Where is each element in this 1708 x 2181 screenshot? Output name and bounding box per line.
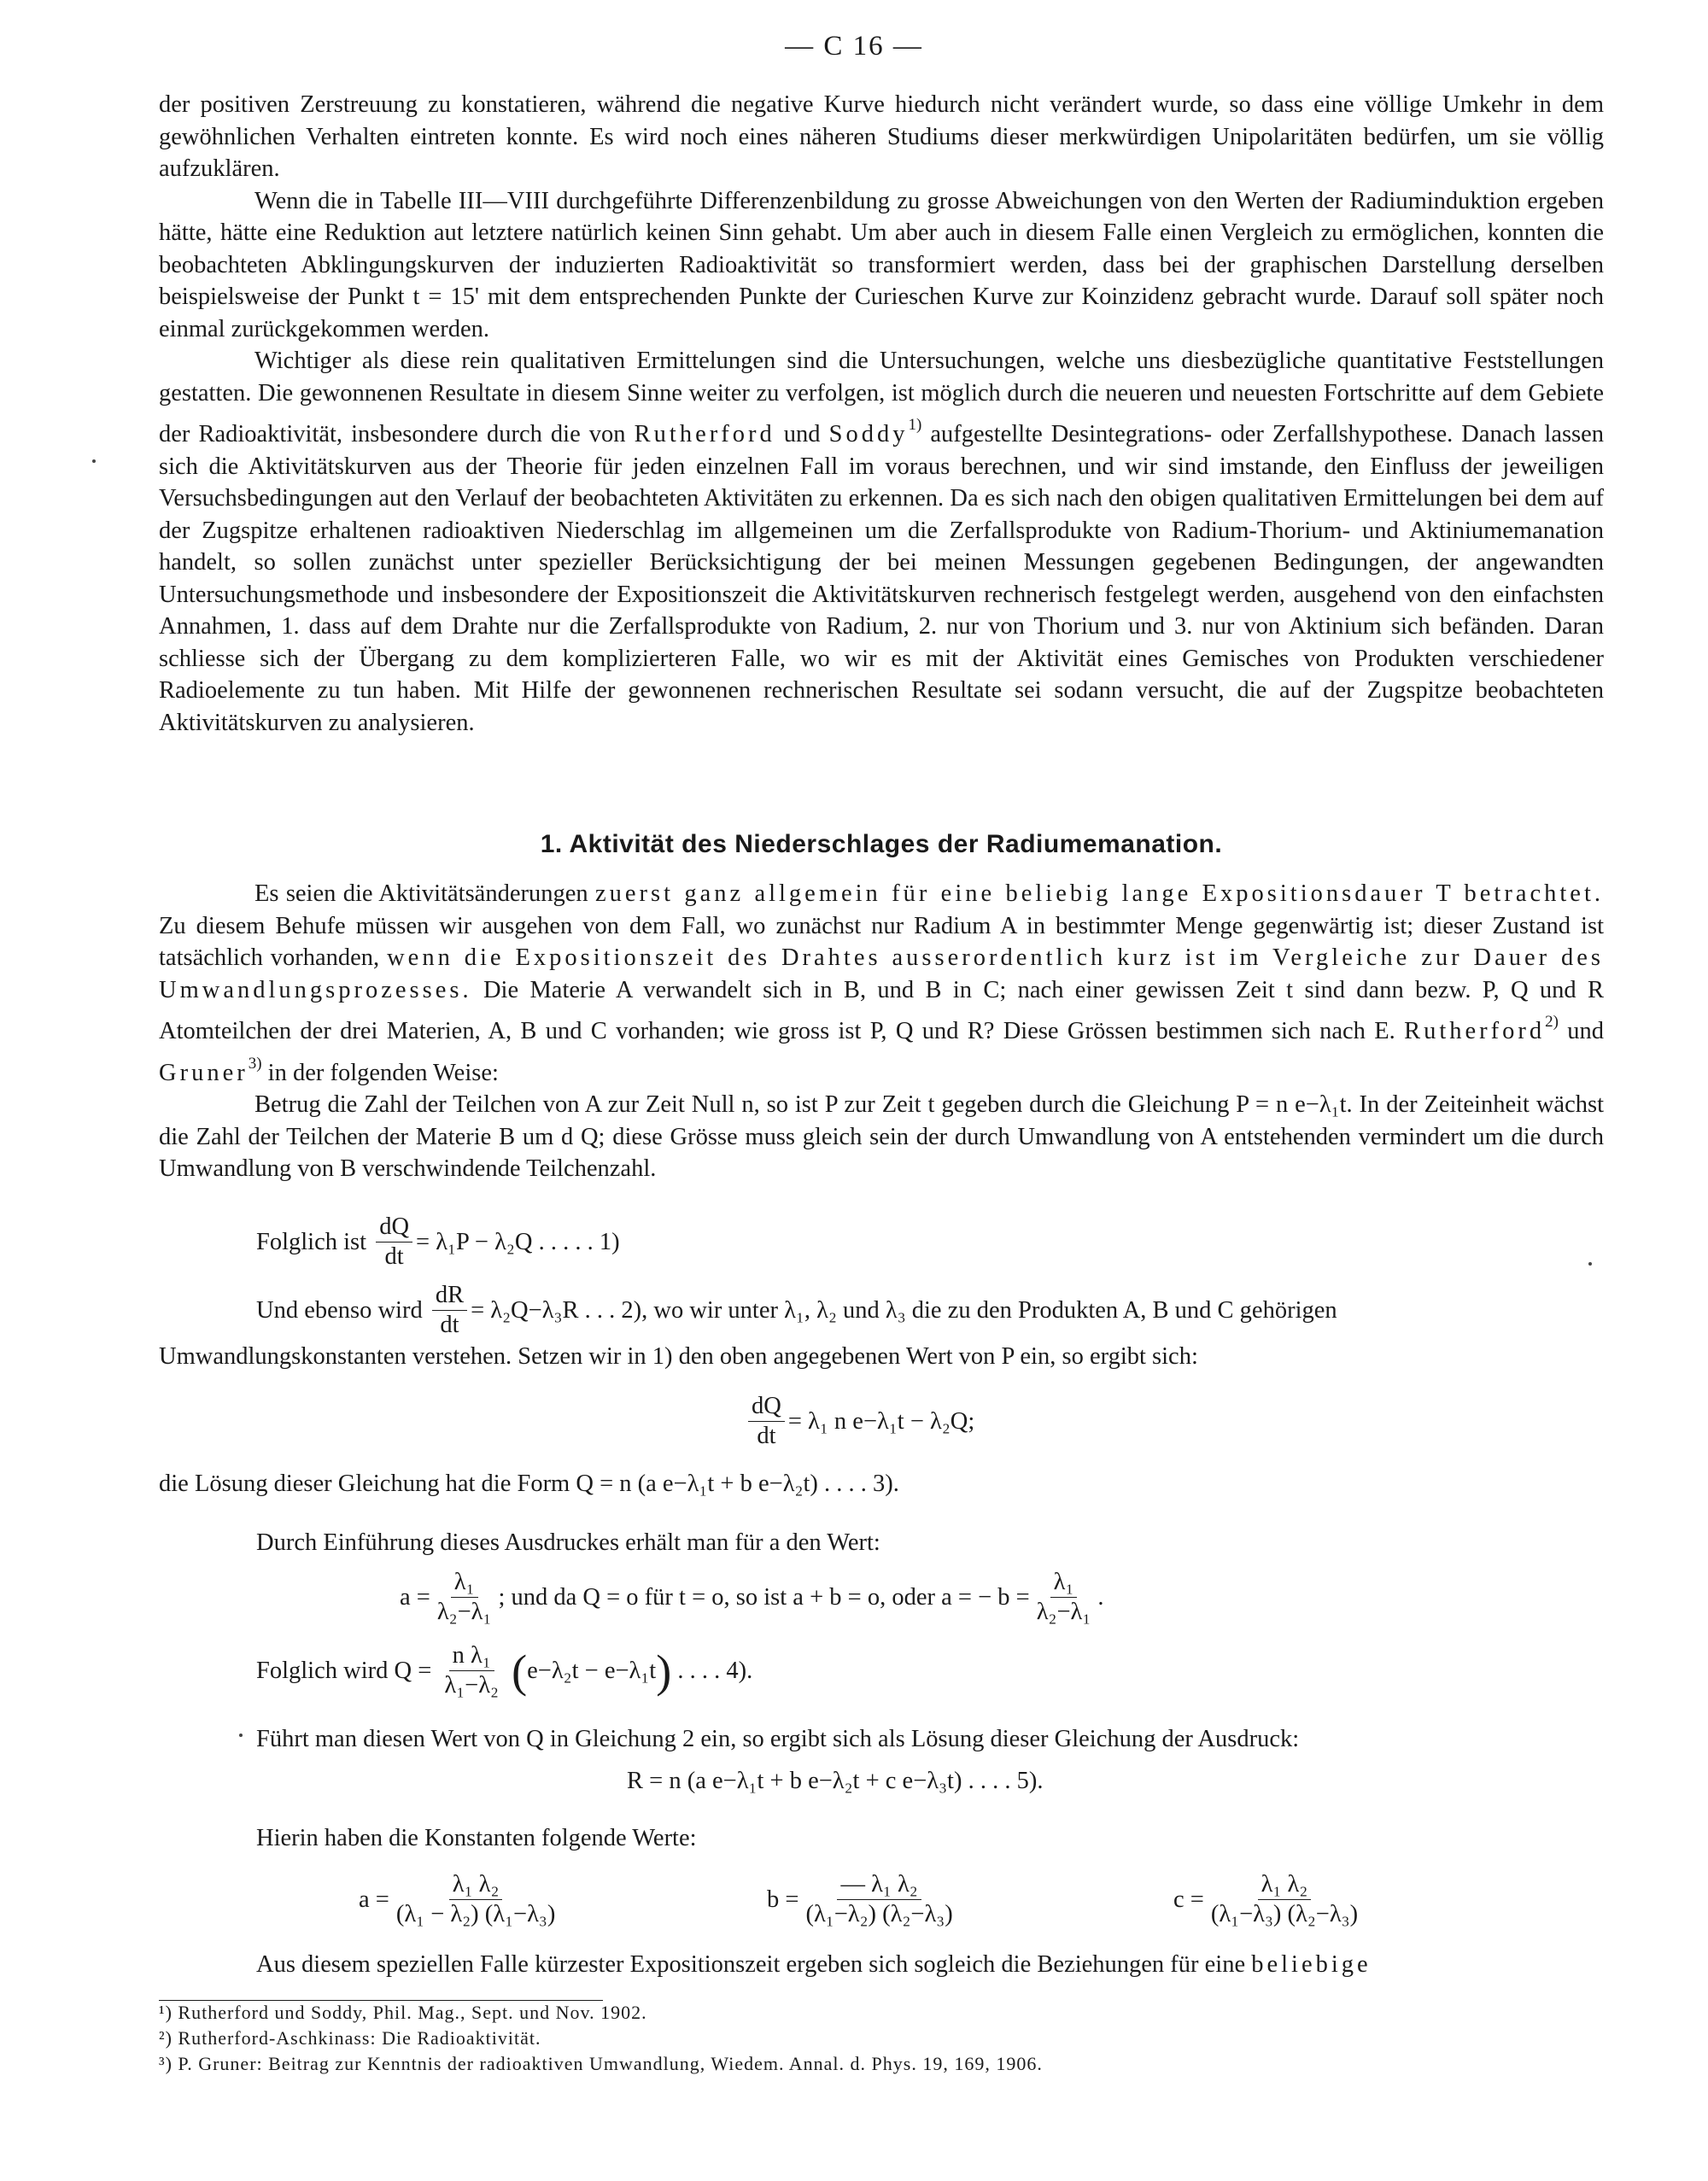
paragraph-3: Wichtiger als diese rein qualitativen Ermittelungen sind die Untersuchungen, welche uns diesbezügliche quantitative Feststellungen gestatten. Die gewonnenen Resultate in diesem Sinne weiter zu verfolgen, ist möglich durch die neueren und neuesten Fortschritte auf dem Gebiete der Radioaktivität, insbesondere durch die von Rutherford und Soddy$^{1)}$ aufgestellte Desintegrations- oder Zerfallshypothese. Danach lassen sich die Aktivitätskurven aus der Theorie für jeden einzelnen Fall im voraus berechnen, und wir sind imstande, den Einfluss der jeweiligen Versuchsbedingungen aut den Verlauf der beobachteten Aktivitäten zu erkennen. Da es sich nach den obigen qualitativen Ermittelungen bei dem auf der Zugspitze erhaltenen radioaktiven Niederschlag im allgemeinen um die Zerfallsprodukte von Radium-Thorium- und Aktiniumemanation handelt, so sollen zunächst unter spezieller Berücksichtigung der bei meinen Messungen gegebenen Bedingungen, der angewandten Untersuchungsmethode und insbesondere der Expositionszeit die Aktivitätskurven rechnerisch festgelegt werden, ausgehend von den einfachsten Annahmen, 1. dass auf dem Drahte nur die Zerfallsprodukte von Radium, 2. nur von Thorium und 3. nur von Aktinium sich befänden. Daran schliesse sich der Übergang zu dem komplizierteren Falle, wo wir es mit der Aktivität eines Gemisches von Produkten verschiedener Radioelemente zu tun haben. Mit Hilfe der gewonnenen rechnerischen Resultate sei sodann versucht, die auf der Zugspitze beobachteten Aktivitätskurven zu analysieren. — [159, 348, 1605, 736]
fraction: $\frac{\text{λ₁}}{\text{λ₂−λ₁}}$ — [436, 1569, 492, 1625]
footnote-divider — [159, 2000, 603, 2001]
author-rutherford: Rutherford — [634, 421, 775, 447]
equation-label: 1) — [599, 1228, 620, 1255]
fraction: $\frac{\text{λ₁ λ₂}}{\text{(λ₁−λ₃) (λ₂−λ₃)}}$ — [1210, 1871, 1359, 1927]
fraction: $\frac{dQ}{dt}$ — [376, 1213, 412, 1272]
paragraph-2: Wenn die in Tabelle III—VIII durchgeführte Differenzenbildung zu grosse Abweichungen von den Werten der Radiuminduktion ergeben hätte, hätte eine Reduktion aut letztere natürlich keinen Sinn gehabt. Um aber auch in diesem Falle einen Vergleich zu ermöglichen, konnten die beobachteten Abklingungskurven der induzierten Radioaktivität so transformiert werden, dass bei der graphischen Darstellung derselben beispielsweise der Punkt t = 15' mit dem entsprechenden Punkte der Curieschen Kurve zur Koinzidenz gebracht wurde. Darauf soll später noch einmal zurückgekommen werden. — [159, 187, 1604, 342]
fraction: $\frac{dQ}{dt}$ — [748, 1392, 785, 1451]
equation-a: a = $\frac{\text{λ₁}}{\text{λ₂−λ₁}}$ ; und da Q = o für t = o, so ist a + b = o, oder a = − b = $\frac{\text{λ₁}}{\text{λ₂−λ₁}}$ . — [400, 1569, 1104, 1625]
fraction: $\frac{dR}{dt}$ — [432, 1281, 467, 1340]
text-line: Durch Einführung dieses Ausdruckes erhält man für a den Wert: — [256, 1529, 880, 1556]
equation-1: Folglich ist $\frac{dQ}{dt}$ = λ₁P − λ₂Q . . . . . 1) — [256, 1213, 620, 1270]
fraction: $\frac{\text{n λ₁}}{\text{λ₁−λ₂}}$ — [444, 1642, 499, 1699]
footnote-2: ²) Rutherford-Aschkinass: Die Radioaktivität. — [159, 2027, 541, 2049]
author-gruner: Gruner — [159, 1059, 249, 1086]
text-line: Führt man diesen Wert von Q in Gleichung 2 ein, so ergibt sich als Lösung dieser Gleichung der Ausdruck: — [256, 1726, 1300, 1752]
equation-4: Folglich wird Q = $\frac{\text{n λ₁}}{\text{λ₁−λ₂}}$ ( e−λ₂t − e−λ₁t ) . . . . 4). — [256, 1642, 753, 1699]
text-line: Hierin haben die Konstanten folgende Werte: — [256, 1825, 697, 1851]
equation-label: 2), — [621, 1296, 648, 1324]
constant-a: a = $\frac{\text{λ₁ λ₂}}{\text{(λ₁ − λ₂) (λ₁−λ₃)}}$ — [359, 1870, 562, 1929]
section-heading: 1. Aktivität des Niederschlages der Radiumemanation. — [540, 830, 1223, 858]
paragraph-5: Betrug die Zahl der Teilchen von A zur Zeit Null n, so ist P zur Zeit t gegeben durch die Gleichung P = n e−λ₁t. In der Zeiteinheit wächst die Zahl der Teilchen der Materie B um d Q; diese Grösse muss gleich sein der durch Umwandlung von A entstehenden vermindert um die durch Umwandlung von B verschwindende Teilchenzahl. — [159, 1091, 1604, 1182]
scan-speck — [1588, 1262, 1592, 1266]
fraction: $\frac{\text{— λ₁ λ₂}}{\text{(λ₁−λ₂) (λ₂−λ₃)}}$ — [805, 1871, 953, 1927]
emphasis-text: beliebige — [1251, 1951, 1372, 1978]
intro-block — [159, 89, 1604, 739]
equation-display: $\frac{dQ}{dt}$ = λ₁ n e−λ₁t − λ₂Q; — [745, 1392, 974, 1451]
text-line: Aus diesem speziellen Falle kürzester Expositionszeit ergeben sich sogleich die Beziehungen für eine beliebige — [256, 1951, 1372, 1978]
author-rutherford: Rutherford — [1404, 1018, 1546, 1044]
equation-label: 3). — [873, 1471, 899, 1497]
equation-label: 5). — [1016, 1768, 1044, 1794]
footnote-1: ¹) Rutherford und Soddy, Phil. Mag., Sept. und Nov. 1902. — [159, 2002, 647, 2023]
emphasis-text: zuerst ganz allgemein für eine beliebig lange Expositionsdauer T betrachtet. — [594, 880, 1604, 907]
equation-5: R = n (a e−λ₁t + b e−λ₂t + c e−λ₃t) . . . . 5). — [627, 1768, 1044, 1794]
scan-speck — [92, 459, 96, 463]
equation-3: die Lösung dieser Gleichung hat die Form Q = n (a e−λ₁t + b e−λ₂t) . . . . 3). — [159, 1471, 899, 1497]
emphasis-text: wenn die Expositionszeit des Drahtes ausserordentlich kurz ist im Vergleiche zur Dauer des Umwandlungsprozesses. — [159, 944, 1605, 1003]
footnote-3: ³) P. Gruner: Beitrag zur Kenntnis der radioaktiven Umwandlung, Wiedem. Annal. d. Phys. 19, 169, 1906. — [159, 2053, 1043, 2074]
scan-speck — [239, 1734, 243, 1737]
fraction: $\frac{\text{λ₁ λ₂}}{\text{(λ₁ − λ₂) (λ₁−λ₃)}}$ — [395, 1871, 556, 1927]
fraction: $\frac{\text{λ₁}}{\text{λ₂−λ₁}}$ — [1036, 1569, 1091, 1625]
constant-c: c = $\frac{\text{λ₁ λ₂}}{\text{(λ₁−λ₃) (λ₂−λ₃)}}$ — [1173, 1870, 1365, 1929]
section-block — [159, 878, 1604, 1185]
paragraph-4: Es seien die Aktivitätsänderungen zuerst ganz allgemein für eine beliebig lange Expositionsdauer T betrachtet. Zu diesem Behufe müssen wir ausgehen von dem Fall, wo zunächst nur Radium A in bestimmter Menge gegenwärtig ist; dieser Zustand ist tatsächlich vorhanden, wenn die Expositionszeit des Drahtes ausserordentlich kurz ist im Vergleiche zur Dauer des Umwandlungsprozesses. Die Materie A verwandelt sich in B, und B in C; nach einer gewissen Zeit t sind dann bezw. P, Q und R Atomteilchen der drei Materien, A, B und C vorhanden; wie gross ist P, Q und R? Diese Grössen bestimmen sich nach E. Rutherford$^{2)}$ und Gruner$^{3)}$ in der folgenden Weise: — [159, 880, 1605, 1086]
equation-2: Und ebenso wird $\frac{dR}{dt}$ = λ₂Q−λ₃R . . . 2), wo wir unter λ₁, λ₂ und λ₃ die zu den Produkten A, B und C gehörigen — [256, 1282, 1337, 1338]
author-soddy: Soddy — [828, 421, 909, 447]
paragraph-1: der positiven Zerstreuung zu konstatieren, während die negative Kurve hiedurch nicht verändert wurde, so dass eine völlige Umkehr in dem gewöhnlichen Verhalten eintreten konnte. Es wird noch eines näheren Studiums dieser merkwürdigen Unipolaritäten bedürfen, um sie völlig aufzuklären. — [159, 91, 1604, 182]
page-number: — C 16 — — [785, 31, 923, 61]
text-line: Umwandlungskonstanten verstehen. Setzen wir in 1) den oben angegebenen Wert von P ein, so ergibt sich: — [159, 1343, 1198, 1370]
footnote-ref: 1) — [908, 416, 922, 434]
equation-label: 4). — [726, 1657, 753, 1684]
constant-b: b = $\frac{\text{— λ₁ λ₂}}{\text{(λ₁−λ₂) (λ₂−λ₃)}}$ — [767, 1870, 960, 1929]
